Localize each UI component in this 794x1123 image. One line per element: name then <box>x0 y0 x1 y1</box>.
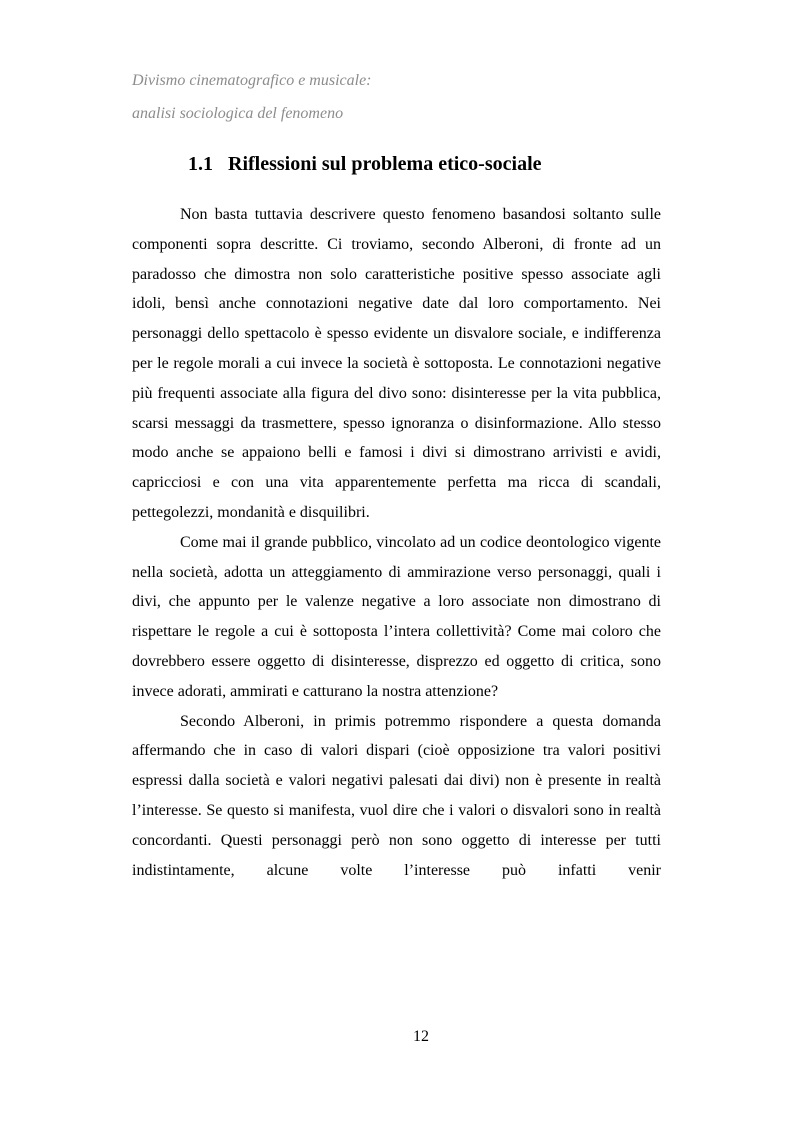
section-number: 1.1 <box>188 153 213 175</box>
running-header-line-1: Divismo cinematografico e musicale: <box>132 72 372 89</box>
section-heading <box>188 150 542 178</box>
body-text <box>132 200 661 885</box>
paragraph-3: Secondo Alberoni, in primis potremmo rispondere a questa domanda affermando che in caso di valori dispari (cioè opposizione tra valori positivi espressi dalla società e valori negativi palesati dai divi) non è presente in realtà l’interesse. Se questo si manifesta, vuol dire che i valori o disvalori sono in realtà concordanti. Questi personaggi però non sono oggetto di interesse per tutti indistintamente, alcune volte l’interesse può infatti venir <box>132 712 661 879</box>
running-header <box>132 64 672 130</box>
page-number: 12 <box>413 1028 429 1045</box>
paragraph-1: Non basta tuttavia descrivere questo fenomeno basandosi soltanto sulle componenti sopra descritte. Ci troviamo, secondo Alberoni, di fronte ad un paradosso che dimostra non solo caratteristiche positive spesso associate agli idoli, bensì anche connotazioni negative date dal loro comportamento. Nei personaggi dello spettacolo è spesso evidente un disvalore sociale, e indifferenza per le regole morali a cui invece la società è sottoposta. Le connotazioni negative più frequenti associate alla figura del divo sono: disinteresse per la vita pubblica, scarsi messaggi da trasmettere, spesso ignoranza o disinformazione. Allo stesso modo anche se appaiono belli e famosi i divi si dimostrano arrivisti e avidi, capricciosi e con una vita apparentemente perfetta ma ricca di scandali, pettegolezzi, mondanità e disquilibri. <box>132 206 661 521</box>
paragraph-2: Come mai il grande pubblico, vincolato ad un codice deontologico vigente nella società, adotta un atteggiamento di ammirazione verso personaggi, quali i divi, che appunto per le valenze negative a loro associate non dimostrano di rispettare le regole a cui è sottoposta l’intera collettività? Come mai coloro che dovrebbero essere oggetto di disinteresse, disprezzo ed oggetto di critica, sono invece adorati, ammirati e catturano la nostra attenzione? <box>132 533 661 700</box>
section-title: Riflessioni sul problema etico-sociale <box>228 153 542 175</box>
running-header-line-2: analisi sociologica del fenomeno <box>132 105 344 122</box>
